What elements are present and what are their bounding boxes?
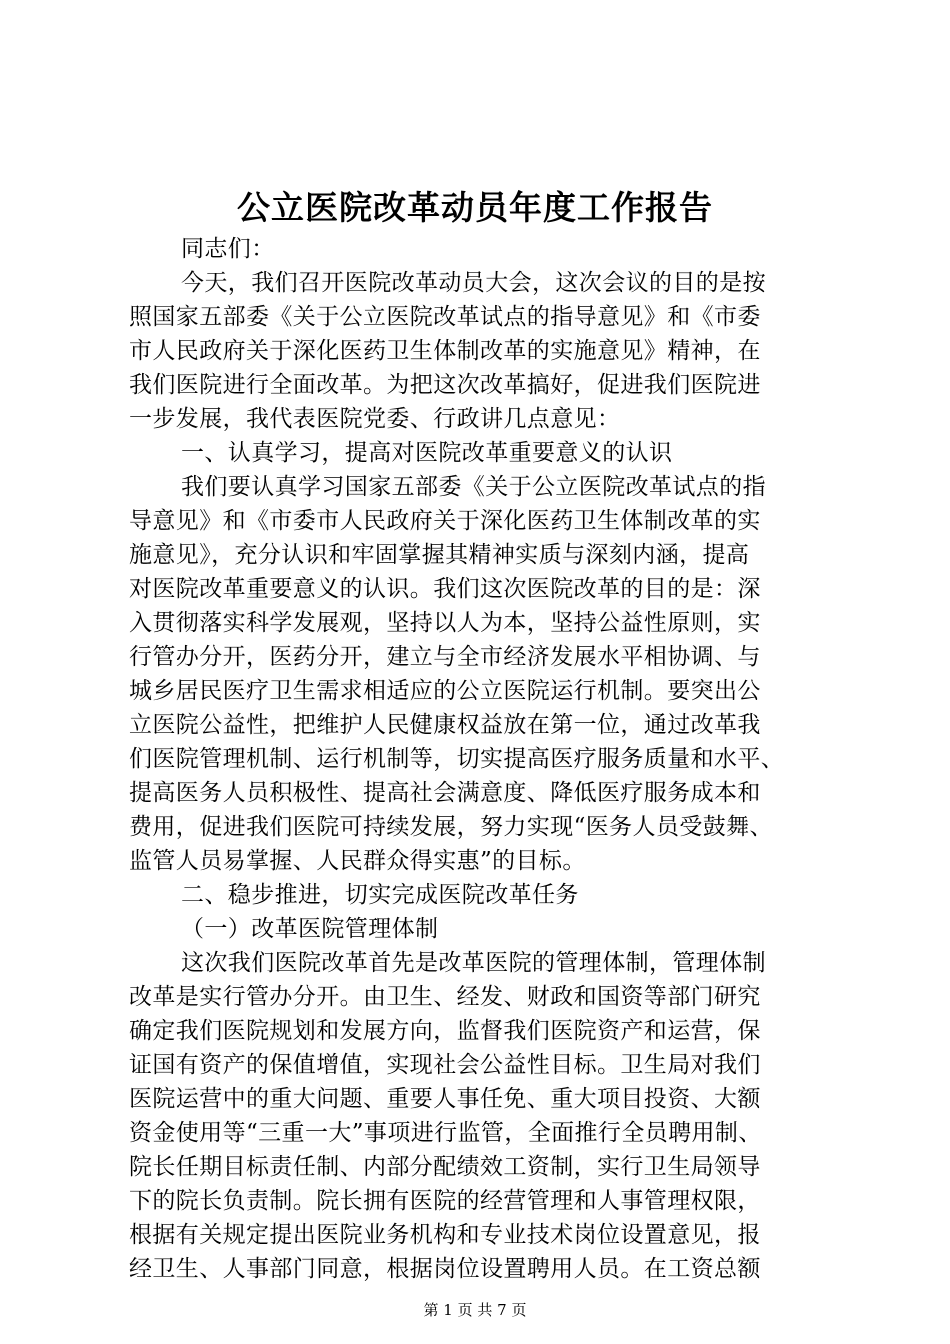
body-line: 我们要认真学习国家五部委《关于公立医院改革试点的指 [181,474,766,500]
body-line: 施意见》，充分认识和牢固掌握其精神实质与深刻内涵，提高 [129,542,750,568]
section-heading: 二、稳步推进，切实完成医院改革任务 [181,882,579,908]
body-line: 提高医务人员积极性、提高社会满意度、降低医疗服务成本和 [129,780,761,806]
body-line: 费用，促进我们医院可持续发展，努力实现“医务人员受鼓舞、 [129,814,773,840]
body-line: 行管办分开，医药分开，建立与全市经济发展水平相协调、与 [129,644,761,670]
body-line: 医院运营中的重大问题、重要人事任免、重大项目投资、大额 [129,1086,761,1112]
body-line: 导意见》和《市委市人民政府关于深化医药卫生体制改革的实 [129,508,761,534]
body-line: 证国有资产的保值增值，实现社会公益性目标。卫生局对我们 [129,1052,761,1078]
subsection-heading: （一）改革医院管理体制 [181,916,439,942]
body-line: 院长任期目标责任制、内部分配绩效工资制，实行卫生局领导 [129,1154,761,1180]
body-line: 我们医院进行全面改革。为把这次改革搞好，促进我们医院进 [129,372,761,398]
body-line: 今天，我们召开医院改革动员大会，这次会议的目的是按 [181,270,766,296]
body-line: 立医院公益性，把维护人民健康权益放在第一位，通过改革我 [129,712,761,738]
body-line: 资金使用等“三重一大”事项进行监管，全面推行全员聘用制、 [129,1120,762,1146]
body-line: 入贯彻落实科学发展观，坚持以人为本，坚持公益性原则，实 [129,610,761,636]
body-line: 们医院管理机制、运行机制等，切实提高医疗服务质量和水平、 [129,746,785,772]
body-line: 监管人员易掌握、人民群众得实惠”的目标。 [129,848,586,874]
body-line: 市人民政府关于深化医药卫生体制改革的实施意见》精神，在 [129,338,761,364]
section-heading: 一、认真学习，提高对医院改革重要意义的认识 [181,440,673,466]
page-number-footer: 第 1 页 共 7 页 [423,1301,527,1319]
body-line: 经卫生、人事部门同意，根据岗位设置聘用人员。在工资总额 [129,1256,761,1282]
salutation: 同志们： [181,236,275,262]
body-line: 根据有关规定提出医院业务机构和专业技术岗位设置意见，报 [129,1222,761,1248]
body-line: 这次我们医院改革首先是改革医院的管理体制，管理体制 [181,950,766,976]
body-line: 确定我们医院规划和发展方向，监督我们医院资产和运营，保 [129,1018,761,1044]
body-line: 照国家五部委《关于公立医院改革试点的指导意见》和《市委 [129,304,761,330]
body-line: 改革是实行管办分开。由卫生、经发、财政和国资等部门研究 [129,984,761,1010]
document-title: 公立医院改革动员年度工作报告 [237,188,713,227]
body-line: 下的院长负责制。院长拥有医院的经营管理和人事管理权限， [129,1188,761,1214]
body-line: 一步发展，我代表医院党委、行政讲几点意见： [129,406,621,432]
body-line: 城乡居民医疗卫生需求相适应的公立医院运行机制。要突出公 [129,678,761,704]
body-line: 对医院改革重要意义的认识。我们这次医院改革的目的是：深 [129,576,761,602]
